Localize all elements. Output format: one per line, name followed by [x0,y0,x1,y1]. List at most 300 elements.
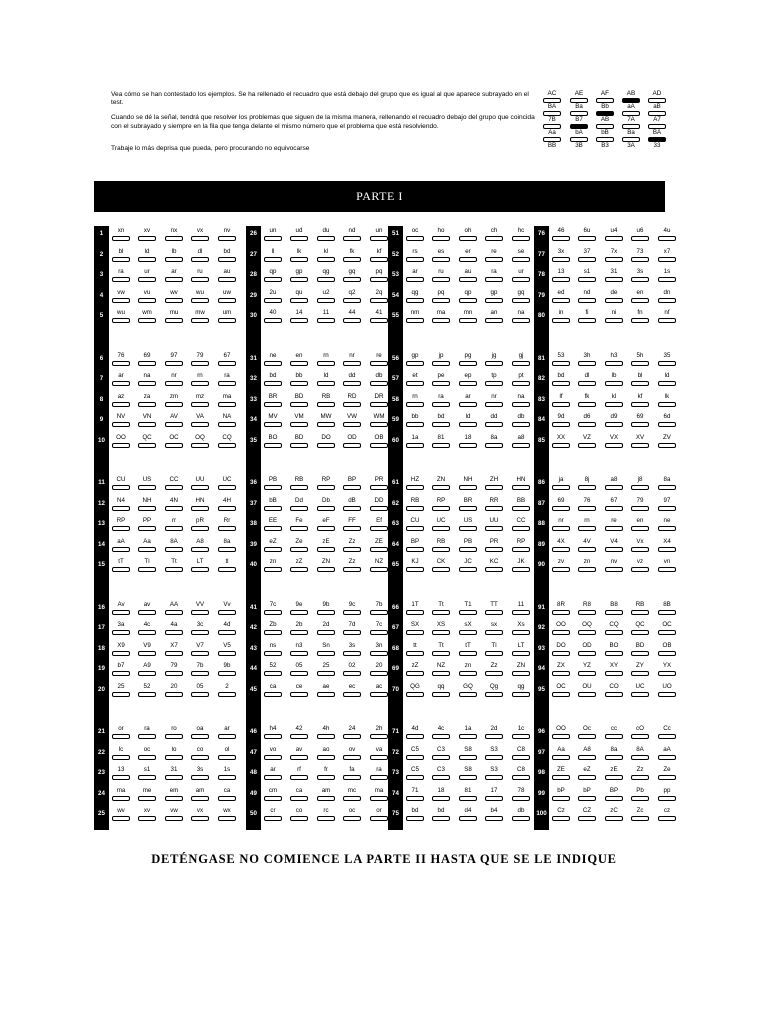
answer-option[interactable] [368,537,390,557]
answer-option[interactable] [457,433,479,453]
answer-box[interactable] [459,547,477,552]
answer-box[interactable] [552,236,570,241]
answer-box[interactable] [459,651,477,656]
answer-option[interactable] [656,682,678,702]
answer-option[interactable] [368,806,390,826]
answer-option[interactable] [550,557,572,577]
answer-option[interactable] [576,475,598,495]
answer-box[interactable] [165,610,183,615]
answer-option[interactable] [315,496,337,516]
answer-option[interactable] [404,786,426,806]
answer-option[interactable] [315,724,337,744]
answer-option[interactable] [368,661,390,681]
answer-box[interactable] [317,816,335,821]
answer-option[interactable] [483,682,505,702]
answer-box[interactable] [658,734,676,739]
answer-option[interactable] [163,724,185,744]
answer-box[interactable] [432,318,450,323]
answer-box[interactable] [343,443,361,448]
answer-box[interactable] [290,816,308,821]
answer-option[interactable] [404,600,426,620]
answer-box[interactable] [406,506,424,511]
answer-option[interactable] [136,433,158,453]
answer-option[interactable] [341,267,363,287]
answer-box[interactable] [631,298,649,303]
answer-option[interactable] [341,724,363,744]
answer-option[interactable] [430,371,452,391]
answer-option[interactable] [404,537,426,557]
answer-box[interactable] [112,236,130,241]
answer-box[interactable] [485,277,503,282]
answer-box[interactable] [370,671,388,676]
answer-option[interactable] [315,433,337,453]
answer-box[interactable] [459,630,477,635]
answer-option[interactable] [315,806,337,826]
answer-box[interactable] [605,422,623,427]
answer-option[interactable] [136,661,158,681]
answer-box[interactable] [165,257,183,262]
answer-option[interactable] [576,661,598,681]
answer-option[interactable] [262,765,284,785]
answer-box[interactable] [578,361,596,366]
answer-box[interactable] [578,257,596,262]
answer-box[interactable] [370,567,388,572]
answer-box[interactable] [370,485,388,490]
answer-box[interactable] [552,671,570,676]
answer-box[interactable] [370,443,388,448]
answer-option[interactable] [341,765,363,785]
answer-option[interactable] [288,308,310,328]
answer-option[interactable] [216,641,238,661]
answer-option[interactable] [603,288,625,308]
answer-option[interactable] [483,496,505,516]
answer-box[interactable] [370,734,388,739]
answer-option[interactable] [110,557,132,577]
answer-box[interactable] [317,651,335,656]
answer-option[interactable] [656,641,678,661]
answer-option[interactable] [288,475,310,495]
answer-box[interactable] [264,610,282,615]
answer-option[interactable] [510,475,532,495]
answer-box[interactable] [264,734,282,739]
answer-option[interactable] [430,288,452,308]
answer-option[interactable] [288,267,310,287]
answer-option[interactable] [656,537,678,557]
answer-option[interactable] [341,475,363,495]
answer-option[interactable] [216,412,238,432]
answer-box[interactable] [658,485,676,490]
answer-box[interactable] [112,506,130,511]
answer-box[interactable] [218,257,236,262]
answer-box[interactable] [343,381,361,386]
answer-option[interactable] [404,433,426,453]
answer-box[interactable] [485,381,503,386]
answer-box[interactable] [191,318,209,323]
answer-box[interactable] [552,775,570,780]
answer-box[interactable] [343,257,361,262]
answer-option[interactable] [189,516,211,536]
answer-box[interactable] [658,277,676,282]
answer-option[interactable] [576,433,598,453]
answer-box[interactable] [406,402,424,407]
answer-option[interactable] [629,537,651,557]
answer-box[interactable] [264,443,282,448]
answer-box[interactable] [218,318,236,323]
answer-box[interactable] [512,692,530,697]
answer-option[interactable] [136,724,158,744]
answer-box[interactable] [432,506,450,511]
answer-box[interactable] [370,692,388,697]
answer-box[interactable] [512,443,530,448]
answer-option[interactable] [288,641,310,661]
answer-box[interactable] [343,547,361,552]
answer-option[interactable] [603,392,625,412]
answer-option[interactable] [136,745,158,765]
answer-option[interactable] [315,351,337,371]
answer-option[interactable] [483,537,505,557]
answer-box[interactable] [406,816,424,821]
answer-box[interactable] [218,671,236,676]
answer-box[interactable] [578,651,596,656]
answer-option[interactable] [189,226,211,246]
answer-option[interactable] [510,412,532,432]
answer-box[interactable] [112,318,130,323]
answer-box[interactable] [631,361,649,366]
answer-option[interactable] [510,745,532,765]
answer-box[interactable] [264,671,282,676]
answer-box[interactable] [512,298,530,303]
answer-option[interactable] [189,786,211,806]
answer-option[interactable] [163,496,185,516]
answer-option[interactable] [368,288,390,308]
answer-option[interactable] [629,661,651,681]
answer-option[interactable] [430,806,452,826]
answer-box[interactable] [658,443,676,448]
answer-box[interactable] [512,402,530,407]
answer-box[interactable] [138,422,156,427]
answer-option[interactable] [550,806,572,826]
answer-box[interactable] [605,298,623,303]
answer-box[interactable] [552,796,570,801]
answer-option[interactable] [262,475,284,495]
answer-option[interactable] [483,516,505,536]
answer-option[interactable] [189,724,211,744]
answer-option[interactable] [136,412,158,432]
answer-option[interactable] [404,308,426,328]
answer-box[interactable] [432,257,450,262]
answer-option[interactable] [629,247,651,267]
answer-box[interactable] [191,796,209,801]
answer-option[interactable] [368,557,390,577]
answer-option[interactable] [315,371,337,391]
answer-option[interactable] [510,433,532,453]
answer-box[interactable] [264,402,282,407]
answer-option[interactable] [163,412,185,432]
answer-box[interactable] [370,298,388,303]
answer-option[interactable] [510,661,532,681]
answer-box[interactable] [165,651,183,656]
answer-option[interactable] [262,786,284,806]
answer-option[interactable] [510,392,532,412]
answer-option[interactable] [341,641,363,661]
answer-box[interactable] [512,361,530,366]
answer-box[interactable] [317,734,335,739]
answer-option[interactable] [163,661,185,681]
answer-box[interactable] [605,671,623,676]
answer-option[interactable] [603,682,625,702]
answer-box[interactable] [218,651,236,656]
answer-option[interactable] [656,557,678,577]
answer-box[interactable] [218,692,236,697]
answer-box[interactable] [578,506,596,511]
answer-option[interactable] [110,247,132,267]
answer-box[interactable] [290,630,308,635]
answer-box[interactable] [512,422,530,427]
answer-option[interactable] [576,371,598,391]
answer-box[interactable] [552,277,570,282]
answer-option[interactable] [483,806,505,826]
answer-box[interactable] [552,630,570,635]
answer-box[interactable] [406,775,424,780]
answer-option[interactable] [510,600,532,620]
answer-option[interactable] [189,412,211,432]
answer-option[interactable] [483,620,505,640]
answer-box[interactable] [112,547,130,552]
answer-option[interactable] [368,600,390,620]
answer-option[interactable] [163,475,185,495]
answer-box[interactable] [317,485,335,490]
answer-box[interactable] [552,298,570,303]
answer-option[interactable] [189,308,211,328]
answer-option[interactable] [136,765,158,785]
answer-box[interactable] [512,526,530,531]
answer-option[interactable] [136,682,158,702]
answer-box[interactable] [317,361,335,366]
answer-option[interactable] [136,806,158,826]
answer-option[interactable] [189,433,211,453]
answer-option[interactable] [189,557,211,577]
answer-box[interactable] [112,755,130,760]
answer-box[interactable] [432,755,450,760]
answer-option[interactable] [457,557,479,577]
answer-option[interactable] [262,600,284,620]
answer-box[interactable] [112,298,130,303]
answer-box[interactable] [370,755,388,760]
answer-option[interactable] [341,682,363,702]
answer-option[interactable] [483,351,505,371]
answer-option[interactable] [189,496,211,516]
answer-box[interactable] [578,318,596,323]
answer-box[interactable] [317,506,335,511]
answer-box[interactable] [432,567,450,572]
answer-box[interactable] [112,361,130,366]
answer-box[interactable] [432,236,450,241]
answer-option[interactable] [163,641,185,661]
answer-option[interactable] [189,392,211,412]
answer-box[interactable] [112,277,130,282]
answer-box[interactable] [165,734,183,739]
answer-option[interactable] [510,496,532,516]
answer-option[interactable] [483,308,505,328]
answer-option[interactable] [656,247,678,267]
answer-box[interactable] [138,775,156,780]
answer-box[interactable] [432,630,450,635]
answer-option[interactable] [110,682,132,702]
answer-option[interactable] [163,806,185,826]
answer-box[interactable] [485,567,503,572]
answer-option[interactable] [656,661,678,681]
answer-box[interactable] [658,526,676,531]
answer-box[interactable] [290,506,308,511]
answer-option[interactable] [576,351,598,371]
answer-box[interactable] [218,816,236,821]
answer-box[interactable] [578,422,596,427]
answer-box[interactable] [631,775,649,780]
answer-option[interactable] [368,308,390,328]
answer-option[interactable] [656,806,678,826]
answer-box[interactable] [138,236,156,241]
answer-option[interactable] [510,371,532,391]
answer-box[interactable] [343,671,361,676]
answer-option[interactable] [404,745,426,765]
answer-box[interactable] [631,796,649,801]
answer-option[interactable] [163,351,185,371]
answer-option[interactable] [629,745,651,765]
answer-box[interactable] [605,610,623,615]
answer-option[interactable] [189,765,211,785]
answer-option[interactable] [430,661,452,681]
answer-box[interactable] [264,381,282,386]
answer-box[interactable] [406,381,424,386]
answer-box[interactable] [512,775,530,780]
answer-box[interactable] [191,651,209,656]
answer-box[interactable] [552,381,570,386]
answer-box[interactable] [512,671,530,676]
answer-option[interactable] [216,600,238,620]
answer-option[interactable] [603,308,625,328]
answer-option[interactable] [550,371,572,391]
answer-box[interactable] [432,651,450,656]
answer-option[interactable] [189,267,211,287]
answer-box[interactable] [552,651,570,656]
answer-option[interactable] [341,620,363,640]
answer-box[interactable] [264,692,282,697]
answer-option[interactable] [288,288,310,308]
answer-box[interactable] [191,630,209,635]
answer-option[interactable] [603,267,625,287]
answer-box[interactable] [432,816,450,821]
answer-option[interactable] [550,392,572,412]
answer-box[interactable] [370,610,388,615]
answer-option[interactable] [510,516,532,536]
answer-option[interactable] [550,537,572,557]
answer-box[interactable] [485,422,503,427]
answer-box[interactable] [406,567,424,572]
answer-option[interactable] [262,620,284,640]
answer-option[interactable] [457,475,479,495]
answer-option[interactable] [656,226,678,246]
answer-option[interactable] [110,806,132,826]
answer-box[interactable] [605,692,623,697]
answer-option[interactable] [483,557,505,577]
answer-box[interactable] [290,277,308,282]
answer-box[interactable] [578,547,596,552]
answer-option[interactable] [315,745,337,765]
answer-box[interactable] [343,485,361,490]
answer-option[interactable] [404,806,426,826]
answer-option[interactable] [483,641,505,661]
answer-option[interactable] [288,600,310,620]
answer-option[interactable] [341,496,363,516]
answer-box[interactable] [165,755,183,760]
answer-box[interactable] [218,277,236,282]
answer-box[interactable] [370,422,388,427]
answer-box[interactable] [578,236,596,241]
answer-box[interactable] [138,755,156,760]
answer-box[interactable] [138,630,156,635]
answer-box[interactable] [138,277,156,282]
answer-option[interactable] [368,516,390,536]
answer-box[interactable] [459,506,477,511]
answer-box[interactable] [191,692,209,697]
answer-box[interactable] [138,361,156,366]
answer-box[interactable] [658,318,676,323]
answer-option[interactable] [603,806,625,826]
answer-option[interactable] [189,600,211,620]
answer-option[interactable] [629,600,651,620]
answer-box[interactable] [112,775,130,780]
answer-box[interactable] [631,567,649,572]
answer-option[interactable] [262,806,284,826]
answer-box[interactable] [165,692,183,697]
answer-option[interactable] [315,392,337,412]
answer-box[interactable] [485,734,503,739]
answer-box[interactable] [432,277,450,282]
answer-box[interactable] [459,402,477,407]
answer-box[interactable] [406,443,424,448]
answer-option[interactable] [368,724,390,744]
answer-option[interactable] [368,786,390,806]
answer-box[interactable] [459,318,477,323]
answer-option[interactable] [656,786,678,806]
answer-box[interactable] [485,755,503,760]
answer-option[interactable] [288,765,310,785]
answer-box[interactable] [658,298,676,303]
answer-box[interactable] [317,775,335,780]
answer-box[interactable] [658,692,676,697]
answer-box[interactable] [658,506,676,511]
answer-box[interactable] [432,526,450,531]
answer-box[interactable] [459,671,477,676]
answer-option[interactable] [603,496,625,516]
answer-option[interactable] [341,537,363,557]
answer-box[interactable] [512,381,530,386]
answer-option[interactable] [629,267,651,287]
answer-option[interactable] [189,620,211,640]
answer-option[interactable] [368,433,390,453]
answer-box[interactable] [432,775,450,780]
answer-option[interactable] [110,765,132,785]
answer-box[interactable] [165,796,183,801]
answer-box[interactable] [138,671,156,676]
answer-box[interactable] [605,277,623,282]
answer-option[interactable] [483,267,505,287]
answer-box[interactable] [578,630,596,635]
answer-box[interactable] [485,547,503,552]
answer-option[interactable] [510,786,532,806]
answer-box[interactable] [191,734,209,739]
answer-box[interactable] [459,381,477,386]
